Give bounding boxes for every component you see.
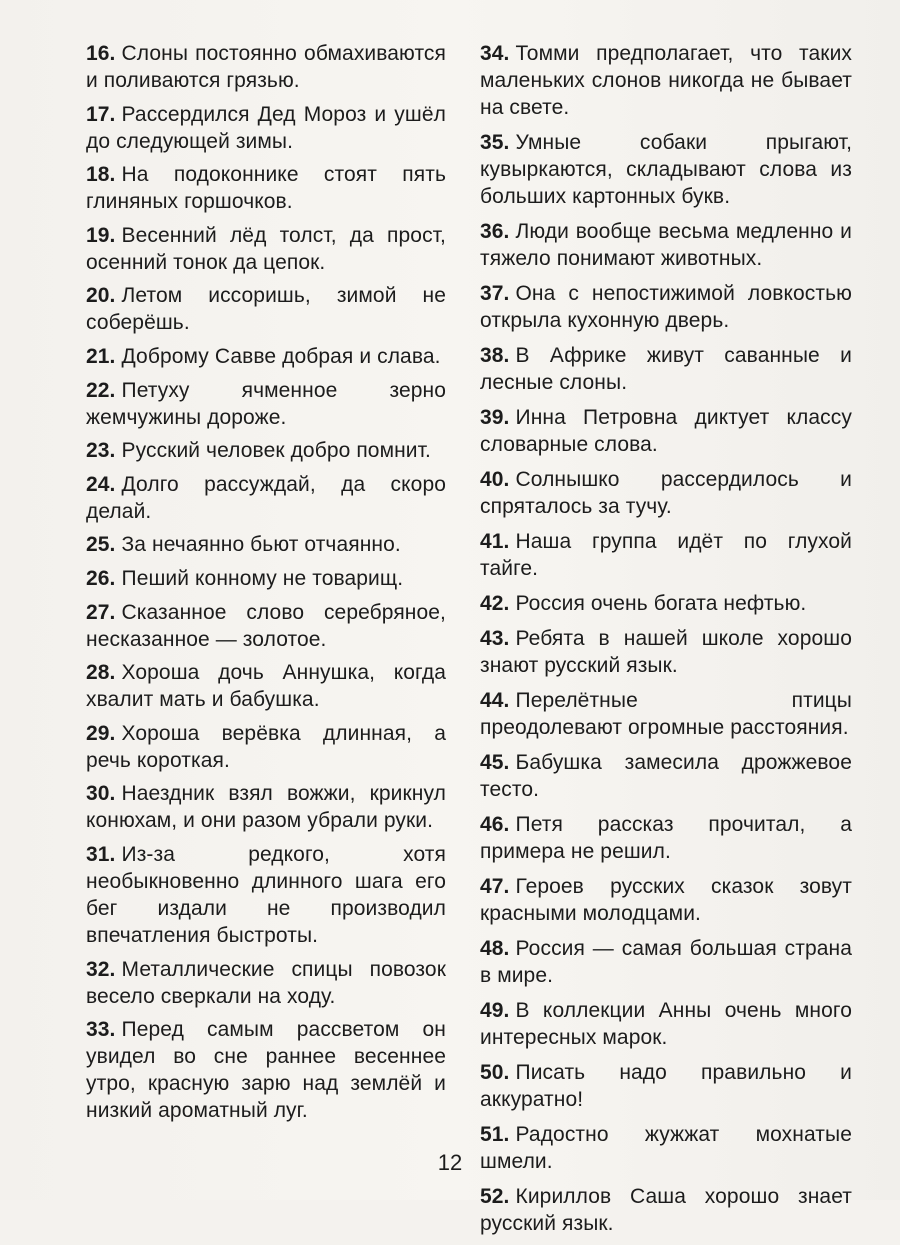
sentence-item bbox=[480, 129, 852, 210]
sentence-item bbox=[86, 437, 446, 464]
sentence-item bbox=[86, 101, 446, 155]
sentence-text: Хороша верёвка длинная, а речь короткая. bbox=[86, 721, 446, 772]
sentence-item bbox=[480, 997, 852, 1051]
sentence-number: 20. bbox=[86, 284, 116, 308]
sentence-number: 51. bbox=[480, 1123, 510, 1146]
sentence-text: Героев русских сказок зовут красными молодцами. bbox=[480, 875, 852, 925]
sentence-text: Люди вообще весьма медленно и тяжело понимают животных. bbox=[480, 220, 852, 270]
sentence-item bbox=[480, 404, 852, 458]
sentence-number: 16. bbox=[86, 42, 116, 65]
sentence-item bbox=[480, 40, 852, 121]
sentence-text: Из-за редкого, хотя необыкновенно длинного шага его бег издали не производил впечатления быстроты. bbox=[86, 842, 446, 947]
sentence-number: 39. bbox=[480, 406, 510, 429]
sentence-text: Она с непостижимой ловкостью открыла кухонную дверь. bbox=[480, 282, 852, 332]
sentence-text: Весенний лёд толст, да прост, осенний тонок да цепок. bbox=[86, 223, 446, 274]
sentence-text: Слоны постоянно обмахиваются и поливаются грязью. bbox=[86, 42, 446, 92]
page-number: 12 bbox=[437, 1150, 463, 1175]
sentence-number: 22. bbox=[86, 378, 116, 402]
sentence-item bbox=[86, 40, 446, 94]
sentence-text: Летом иссоришь, зимой не соберёшь. bbox=[86, 284, 446, 335]
sentence-number: 29. bbox=[86, 721, 116, 745]
sentence-number: 18. bbox=[86, 163, 116, 187]
sentence-item bbox=[480, 342, 852, 396]
sentence-number: 43. bbox=[480, 627, 510, 650]
sentence-item bbox=[86, 599, 446, 653]
sentence-number: 44. bbox=[480, 689, 510, 712]
sentence-item bbox=[480, 811, 852, 865]
sentence-text: Инна Петровна диктует классу словарные слова. bbox=[480, 406, 852, 456]
sentence-text: Сказанное слово серебряное, несказанное — золотое. bbox=[86, 600, 446, 651]
sentence-number: 36. bbox=[480, 220, 510, 243]
sentence-text: Пеший конному не товарищ. bbox=[121, 566, 404, 590]
sentence-number: 26. bbox=[86, 566, 116, 590]
sentence-number: 37. bbox=[480, 282, 510, 305]
sentence-number: 41. bbox=[480, 530, 510, 553]
sentence-item bbox=[86, 780, 446, 834]
sentence-text: Петя рассказ прочитал, а примера не решил. bbox=[480, 813, 852, 863]
sentence-item bbox=[86, 659, 446, 713]
sentence-number: 23. bbox=[86, 439, 116, 463]
sentence-item bbox=[480, 749, 852, 803]
sentence-number: 47. bbox=[480, 875, 510, 898]
sentence-number: 40. bbox=[480, 468, 510, 491]
sentence-item bbox=[480, 590, 852, 617]
right-column bbox=[480, 40, 852, 1245]
sentence-text: За нечаянно бьют отчаянно. bbox=[121, 533, 401, 557]
sentence-item bbox=[480, 1059, 852, 1113]
sentence-item bbox=[480, 625, 852, 679]
sentence-item bbox=[86, 956, 446, 1010]
sentence-text: Русский человек добро помнит. bbox=[121, 439, 431, 463]
sentence-text: Ребята в нашей школе хорошо знают русский язык. bbox=[480, 627, 852, 677]
sentence-number: 30. bbox=[86, 782, 116, 806]
sentence-item bbox=[480, 1183, 852, 1237]
sentence-text: Долго рассуждай, да скоро делай. bbox=[86, 472, 446, 523]
sentence-item bbox=[86, 282, 446, 336]
sentence-text: Перелётные птицы преодолевают огромные расстояния. bbox=[480, 689, 852, 739]
left-column bbox=[86, 40, 446, 1131]
sentence-number: 28. bbox=[86, 661, 116, 685]
sentence-text: Наездник взял вожжи, крикнул конюхам, и они разом убрали руки. bbox=[86, 782, 446, 833]
sentence-text: Бабушка замесила дрожжевое тесто. bbox=[480, 751, 852, 801]
sentence-text: Россия — самая большая страна в мире. bbox=[480, 937, 852, 987]
sentence-number: 38. bbox=[480, 344, 510, 367]
sentence-text: Перед самым рассветом он увидел во сне раннее весеннее утро, красную зарю над землёй и низкий ароматный луг. bbox=[86, 1018, 446, 1123]
sentence-number: 33. bbox=[86, 1018, 116, 1042]
sentence-text: Хороша дочь Аннушка, когда хвалит мать и бабушка. bbox=[86, 661, 446, 712]
sentence-number: 52. bbox=[480, 1185, 510, 1208]
sentence-number: 35. bbox=[480, 131, 510, 154]
sentence-number: 48. bbox=[480, 937, 510, 960]
sentence-number: 21. bbox=[86, 344, 116, 368]
sentence-item bbox=[480, 873, 852, 927]
sentence-text: Доброму Савве добрая и слава. bbox=[121, 344, 441, 368]
sentence-text: Наша группа идёт по глухой тайге. bbox=[480, 530, 852, 580]
sentence-item bbox=[86, 720, 446, 774]
sentence-text: Кириллов Саша хорошо знает русский язык. bbox=[480, 1185, 852, 1235]
sentence-item bbox=[86, 161, 446, 215]
sentence-number: 45. bbox=[480, 751, 510, 774]
sentence-number: 31. bbox=[86, 842, 116, 866]
sentence-number: 25. bbox=[86, 533, 116, 557]
sentence-item bbox=[86, 222, 446, 276]
sentence-number: 24. bbox=[86, 472, 116, 496]
sentence-text: Томми предполагает, что таких маленьких слонов никогда не бывает на свете. bbox=[480, 42, 852, 119]
sentence-item bbox=[86, 343, 446, 370]
sentence-text: Россия очень богата нефтью. bbox=[515, 592, 807, 615]
sentence-text: Металлические спицы повозок весело сверкали на ходу. bbox=[86, 957, 446, 1008]
sentence-number: 42. bbox=[480, 592, 510, 615]
sentence-text: Петуху ячменное зерно жемчужины дороже. bbox=[86, 378, 446, 429]
sentence-item bbox=[86, 377, 446, 431]
sentence-item bbox=[86, 471, 446, 525]
sentence-item bbox=[480, 218, 852, 272]
sentence-item bbox=[86, 1016, 446, 1124]
sentence-number: 34. bbox=[480, 42, 510, 65]
sentence-number: 27. bbox=[86, 600, 116, 624]
sentence-item bbox=[480, 528, 852, 582]
sentence-number: 49. bbox=[480, 999, 510, 1022]
sentence-item bbox=[480, 935, 852, 989]
sentence-item bbox=[480, 466, 852, 520]
sentence-text: В Африке живут саванные и лесные слоны. bbox=[480, 344, 852, 394]
sentence-text: Писать надо правильно и аккуратно! bbox=[480, 1061, 852, 1111]
sentence-number: 50. bbox=[480, 1061, 510, 1084]
sentence-number: 46. bbox=[480, 813, 510, 836]
sentence-text: На подоконнике стоят пять глиняных горшочков. bbox=[86, 163, 446, 214]
sentence-item bbox=[86, 565, 446, 592]
sentence-item bbox=[86, 531, 446, 558]
sentence-item bbox=[480, 687, 852, 741]
sentence-item bbox=[480, 280, 852, 334]
sentence-text: Солнышко рассердилось и спряталось за тучу. bbox=[480, 468, 852, 518]
sentence-number: 17. bbox=[86, 102, 116, 126]
sentence-text: В коллекции Анны очень много интересных марок. bbox=[480, 999, 852, 1049]
sentence-text: Радостно жужжат мохнатые шмели. bbox=[480, 1123, 852, 1173]
sentence-item bbox=[86, 841, 446, 949]
sentence-text: Рассердился Дед Мороз и ушёл до следующей зимы. bbox=[86, 102, 446, 153]
sentence-number: 32. bbox=[86, 957, 116, 981]
sentence-number: 19. bbox=[86, 223, 116, 247]
sentence-text: Умные собаки прыгают, кувыркаются, складывают слова из больших картонных букв. bbox=[480, 131, 852, 208]
